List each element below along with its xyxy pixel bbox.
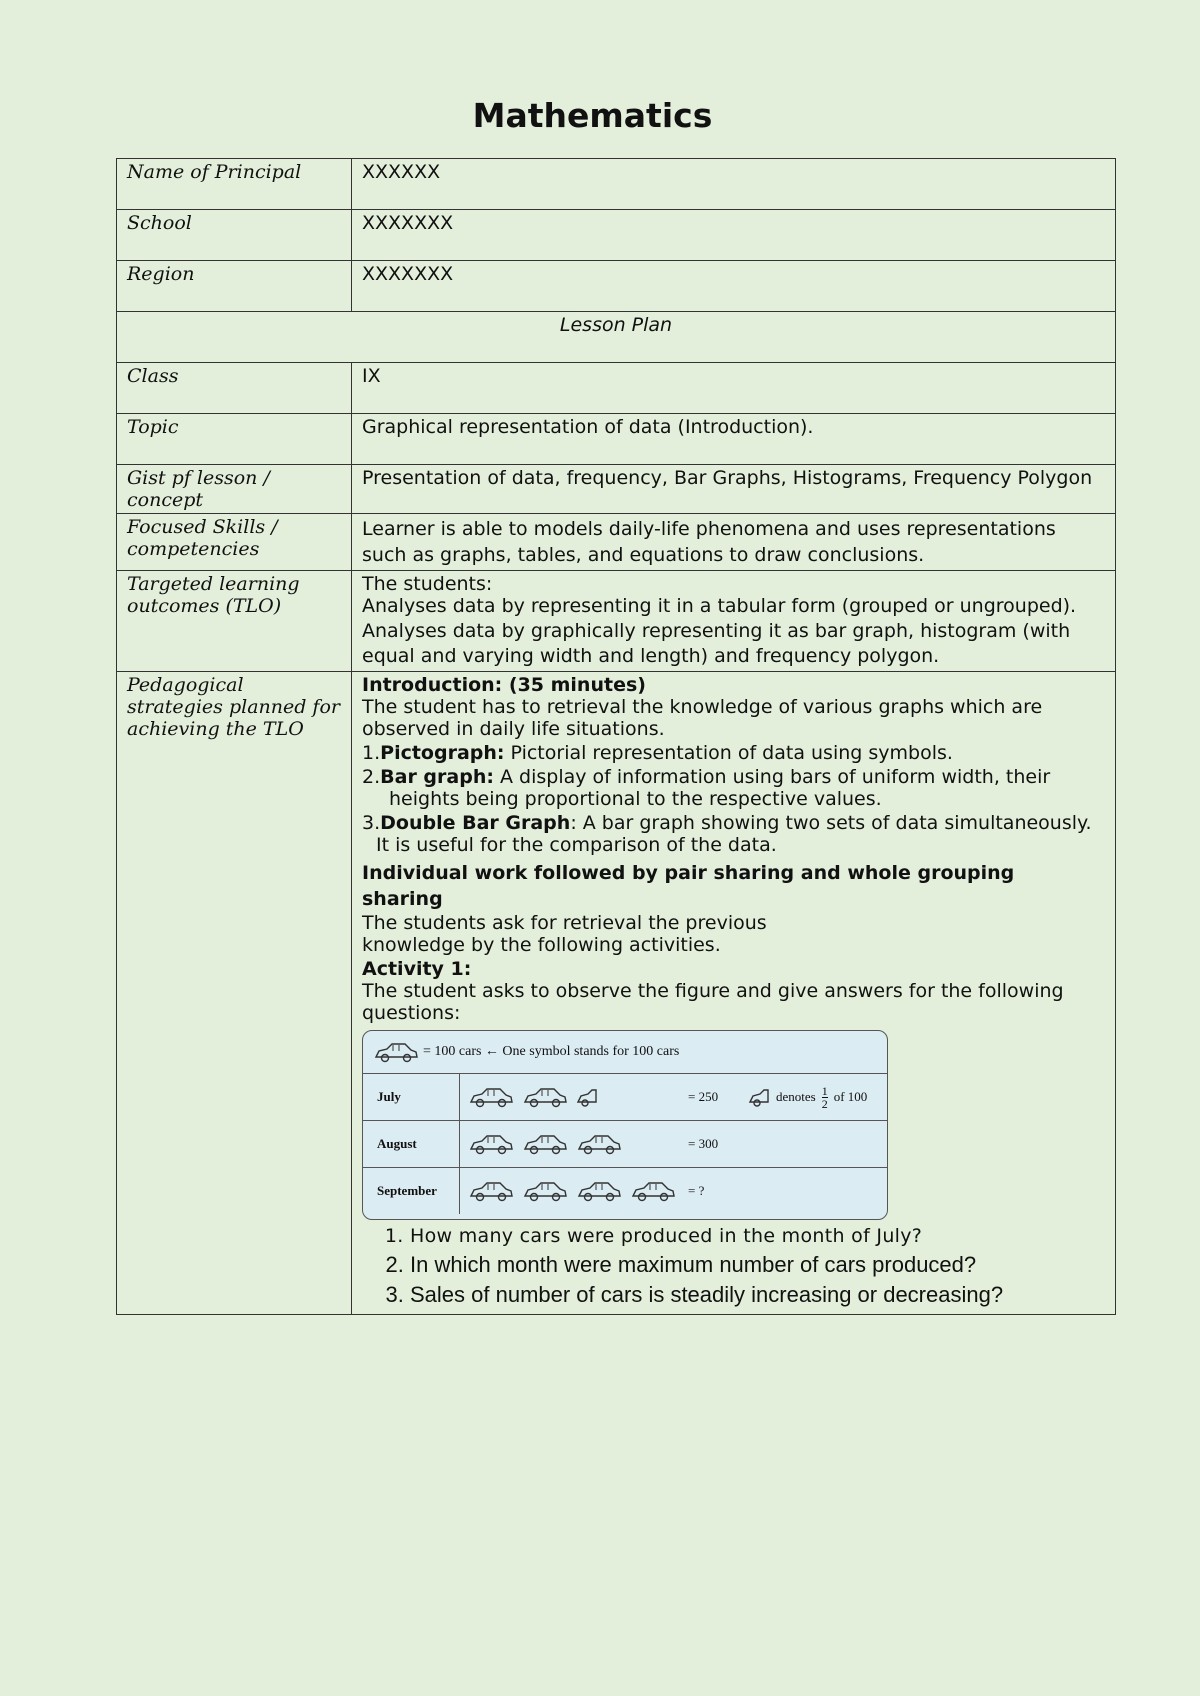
intro-text: The student has to retrieval the knowledge of various graphs which are observed in daily life situations.: [362, 696, 1043, 740]
half-note-suffix: of 100: [833, 1089, 868, 1104]
car-symbols: [460, 1085, 688, 1109]
car-icon: [630, 1179, 676, 1203]
car-icon: [468, 1085, 514, 1109]
class-label: Class: [117, 363, 352, 414]
intro-heading: Introduction: (35 minutes): [362, 674, 646, 696]
tlo-label: Targeted learning outcomes (TLO): [117, 571, 352, 672]
month-label: July: [363, 1074, 460, 1120]
car-symbols: [460, 1179, 688, 1203]
fraction-numerator: 1: [821, 1083, 828, 1098]
half-car-icon: [576, 1086, 598, 1108]
fraction-denominator: 2: [821, 1096, 828, 1111]
item-desc: A display of information using bars of uniform width, their heights being proportional to the respective values.: [389, 766, 1051, 810]
strategies-value: [352, 672, 1116, 1315]
principal-value: XXXXXX: [352, 159, 1116, 210]
gist-value: Presentation of data, frequency, Bar Graphs, Histograms, Frequency Polygon: [352, 465, 1116, 514]
page-title: Mathematics: [472, 96, 713, 135]
question-item: 3. Sales of number of cars is steadily increasing or decreasing?: [410, 1282, 1105, 1308]
question-item: 2. In which month were maximum number of cars produced?: [410, 1252, 1105, 1278]
row-principal: [117, 159, 1116, 210]
item-desc: Pictorial representation of data using symbols.: [504, 742, 953, 764]
lesson-plan-heading: Lesson Plan: [117, 312, 1116, 363]
tlo-line: Analyses data by graphically representing it as bar graph, histogram (with equal and varying width and length) and frequency polygon.: [362, 620, 1071, 667]
item-term: Double Bar Graph: [380, 812, 571, 834]
principal-label: Name of Principal: [117, 159, 352, 210]
month-total: = 300: [688, 1136, 719, 1151]
row-tlo: [117, 571, 1116, 672]
strategy-item: [362, 812, 1105, 856]
month-label: August: [363, 1121, 460, 1167]
lesson-plan-table: [116, 158, 1116, 1315]
month-total: = 250: [688, 1089, 719, 1104]
month-label: September: [363, 1168, 460, 1214]
topic-label: Topic: [117, 414, 352, 465]
item-num: 3.: [362, 812, 381, 834]
car-icon: [576, 1132, 622, 1156]
half-symbol-note: [748, 1085, 867, 1110]
half-car-icon: [748, 1086, 770, 1108]
strategies-label: Pedagogical strategies planned for achieving the TLO: [117, 672, 352, 1315]
pictograph-legend-row: [363, 1031, 887, 1073]
pictograph-row-september: [363, 1167, 887, 1214]
strategy-item: [362, 742, 1105, 764]
car-icon: [522, 1085, 568, 1109]
legend-text: = 100 cars ← One symbol stands for 100 cars: [423, 1044, 680, 1059]
row-topic: [117, 414, 1116, 465]
question-item: 1. How many cars were produced in the month of July?: [410, 1224, 1105, 1248]
topic-value: Graphical representation of data (Introduction).: [352, 414, 1116, 465]
car-icon: [468, 1132, 514, 1156]
class-value: IX: [352, 363, 1116, 414]
pictograph-figure: [362, 1030, 888, 1220]
car-icon: [522, 1132, 568, 1156]
row-gist: [117, 465, 1116, 514]
skills-label: Focused Skills / competencies: [117, 514, 352, 571]
month-total: = ?: [688, 1183, 705, 1198]
tlo-value: [352, 571, 1116, 672]
row-region: [117, 261, 1116, 312]
activity-text: The student asks to observe the figure and give answers for the following questions:: [362, 980, 1064, 1024]
region-value: XXXXXXX: [352, 261, 1116, 312]
pictograph-legend: [363, 1040, 679, 1064]
gist-label: Gist pf lesson / concept: [117, 465, 352, 514]
activity-heading: Activity 1:: [362, 958, 472, 980]
row-lesson-plan: [117, 312, 1116, 363]
half-fraction: [822, 1085, 828, 1110]
row-school: [117, 210, 1116, 261]
pictograph-row-august: [363, 1120, 887, 1167]
pictograph-row-july: [363, 1073, 887, 1120]
school-label: School: [117, 210, 352, 261]
question-list: [362, 1224, 1105, 1308]
item-num: 1.: [362, 742, 381, 764]
work-heading: Individual work followed by pair sharing and whole grouping sharing: [362, 862, 1015, 910]
item-desc: : A bar graph showing two sets of data simultaneously. It is useful for the comparison of the data.: [376, 812, 1092, 856]
car-icon: [373, 1040, 419, 1064]
car-icon: [576, 1179, 622, 1203]
tlo-line: Analyses data by representing it in a tabular form (grouped or ungrouped).: [362, 595, 1077, 617]
row-strategies: [117, 672, 1116, 1315]
item-term: Bar graph:: [380, 766, 494, 788]
strategy-item: [362, 766, 1105, 810]
row-skills: [117, 514, 1116, 571]
tlo-line: The students:: [362, 573, 493, 595]
row-class: [117, 363, 1116, 414]
item-term: Pictograph:: [380, 742, 505, 764]
skills-value: Learner is able to models daily-life phenomena and uses representations such as graphs, tables, and equations to draw conclusions.: [352, 514, 1116, 571]
car-icon: [522, 1179, 568, 1203]
car-icon: [468, 1179, 514, 1203]
car-symbols: [460, 1132, 688, 1156]
region-label: Region: [117, 261, 352, 312]
item-num: 2.: [362, 766, 381, 788]
work-text: The students ask for retrieval the previous knowledge by the following activities.: [362, 912, 767, 956]
half-note-prefix: denotes: [776, 1089, 816, 1104]
school-value: XXXXXXX: [352, 210, 1116, 261]
